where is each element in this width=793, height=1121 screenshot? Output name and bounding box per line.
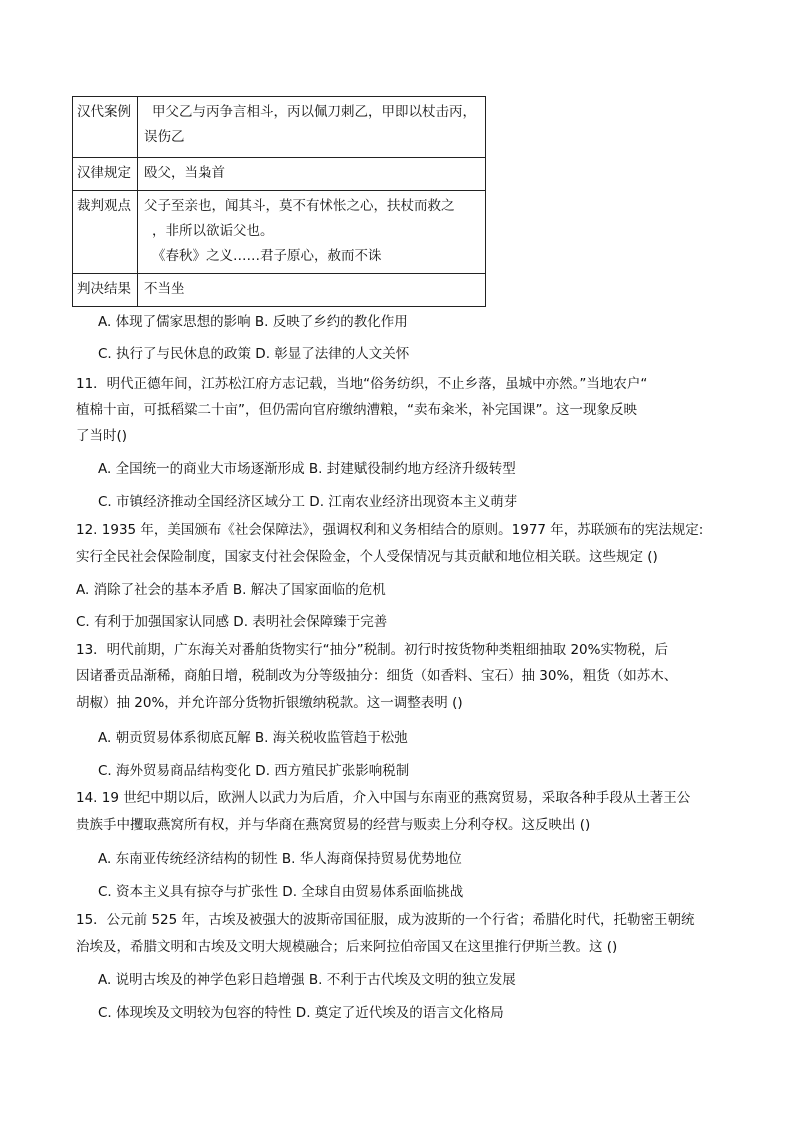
- q11-stem-line: 了当时(): [76, 428, 128, 444]
- row-label: 汉代案例: [73, 97, 138, 158]
- row-content: [138, 97, 486, 158]
- q14-stem-line: 贵族手中攫取燕窝所有权，并与华商在燕窝贸易的经营与贩卖上分利夺权。这反映出 (): [76, 817, 591, 833]
- q15-options-cd: C. 体现埃及文明较为包容的特性 D. 奠定了近代埃及的语言文化格局: [98, 1005, 504, 1021]
- q14-options-ab: A. 东南亚传统经济结构的韧性 B. 华人海商保持贸易优势地位: [98, 851, 462, 867]
- q13-stem-line: 胡椒）抽 20%，并允许部分货物折银缴纳税款。这一调整表明 (): [76, 695, 463, 711]
- row-content: [138, 158, 486, 191]
- q11-options-cd: C. 市镇经济推动全国经济区域分工 D. 江南农业经济出现资本主义萌芽: [98, 494, 518, 510]
- table-row: [73, 158, 486, 191]
- q14-options-cd: C. 资本主义具有掠夺与扩张性 D. 全球自由贸易体系面临挑战: [98, 884, 464, 900]
- table-row: [73, 274, 486, 307]
- content-line: 不当坐: [144, 281, 185, 297]
- row-label: 裁判观点: [73, 191, 138, 274]
- q13-options-ab: A. 朝贡贸易体系彻底瓦解 B. 海关税收监管趋于松弛: [98, 730, 408, 746]
- row-content: [138, 191, 486, 274]
- content-line: 甲父乙与丙争言相斗，丙以佩刀刺乙，甲即以杖击丙，: [152, 104, 476, 120]
- q13-stem-line: 13．明代前期，广东海关对番舶货物实行“抽分”税制。初行时按货物种类粗细抽取 20%实物税，后: [76, 642, 668, 658]
- table-row: [73, 191, 486, 274]
- row-label: 汉律规定: [73, 158, 138, 191]
- content-line: ，非所以欲诟父也。: [152, 223, 274, 239]
- content-line: 《春秋》之义……君子原心，赦而不诛: [152, 248, 382, 264]
- q15-options-ab: A. 说明古埃及的神学色彩日趋增强 B. 不利于古代埃及文明的独立发展: [98, 972, 516, 988]
- q15-stem-line: 治埃及，希腊文明和古埃及文明大规模融合；后来阿拉伯帝国又在这里推行伊斯兰教。这 (): [76, 939, 618, 955]
- content-line: 父子至亲也，闻其斗，莫不有怵怅之心，扶杖而救之: [144, 198, 455, 214]
- q12-stem-line: 实行全民社会保险制度，国家支付社会保险金，个人受保情况与其贡献和地位相关联。这些规定 (): [76, 549, 658, 565]
- content-line: 殴父，当枭首: [144, 165, 225, 181]
- row-content: [138, 274, 486, 307]
- q10-options-ab: A. 体现了儒家思想的影响 B. 反映了乡约的教化作用: [98, 314, 408, 330]
- q12-options-cd: C. 有利于加强国家认同感 D. 表明社会保障臻于完善: [76, 614, 388, 630]
- q11-stem-line: 11．明代正德年间，江苏松江府方志记载，当地“俗务纺织，不止乡落，虽城中亦然。”当地农户“: [76, 376, 648, 392]
- q13-stem-line: 因诸番贡品渐稀，商舶日增，税制改为分等级抽分：细货（如香料、宝石）抽 30%，粗货（如苏木、: [76, 668, 678, 684]
- q11-options-ab: A. 全国统一的商业大市场逐渐形成 B. 封建赋役制约地方经济升级转型: [98, 461, 516, 477]
- han-case-table: [72, 96, 486, 307]
- content-line: 误伤乙: [144, 129, 185, 145]
- q12-options-ab: A. 消除了社会的基本矛盾 B. 解决了国家面临的危机: [76, 582, 386, 598]
- q13-options-cd: C. 海外贸易商品结构变化 D. 西方殖民扩张影响税制: [98, 763, 410, 779]
- q10-options-cd: C. 执行了与民休息的政策 D. 彰显了法律的人文关怀: [98, 346, 410, 362]
- table-row: [73, 97, 486, 158]
- q14-stem-line: 14. 19 世纪中期以后，欧洲人以武力为后盾，介入中国与东南亚的燕窝贸易，采取各种手段从土著王公: [76, 790, 691, 806]
- q11-stem-line: 植棉十亩，可抵稻粱二十亩”，但仍需向官府缴纳漕粮，“卖布籴米，补完国课”。这一现象反映: [76, 402, 637, 418]
- q12-stem-line: 12. 1935 年，美国颁布《社会保障法》，强调权利和义务相结合的原则。1977 年，苏联颁布的宪法规定:: [76, 522, 704, 538]
- row-label: 判决结果: [73, 274, 138, 307]
- q15-stem-line: 15．公元前 525 年，古埃及被强大的波斯帝国征服，成为波斯的一个行省；希腊化时代，托勒密王朝统: [76, 912, 695, 928]
